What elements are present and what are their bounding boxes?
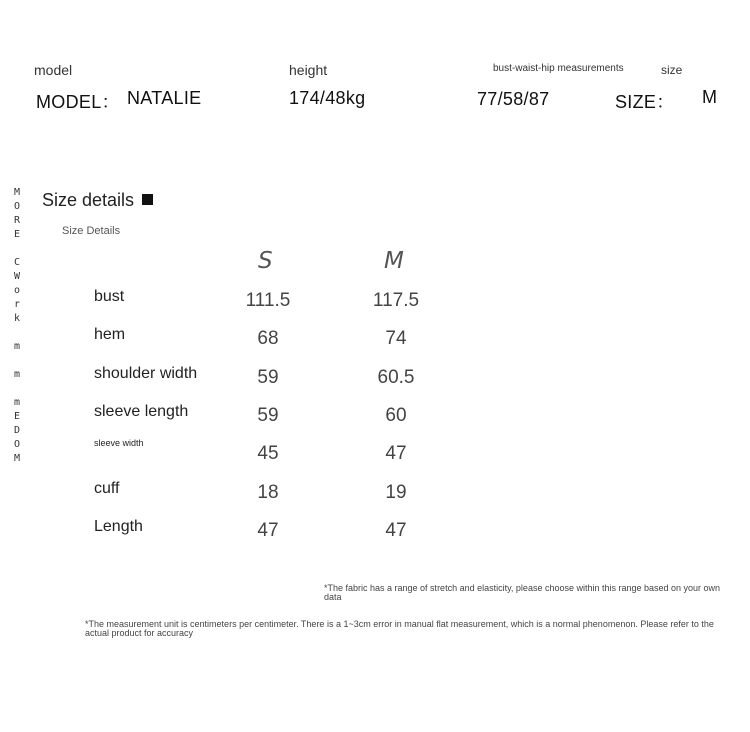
size-details-title-text: Size details xyxy=(42,190,135,210)
model-prefix: MODEL： xyxy=(36,92,120,112)
side-char: R xyxy=(13,215,21,226)
side-char xyxy=(10,354,24,368)
fabric-note: *The fabric has a range of stretch and elasticity, please choose within this range based on your own data xyxy=(324,583,721,602)
cell-length-s: 47 xyxy=(257,520,279,541)
cell-bust-m: 117.5 xyxy=(372,290,420,311)
size-label: size xyxy=(661,63,683,77)
row-label-cuff: cuff xyxy=(94,480,120,497)
side-char: D xyxy=(13,425,21,436)
side-char: M xyxy=(13,187,21,198)
cell-sleeve-width-s: 45 xyxy=(257,443,279,464)
model-name: NATALIE xyxy=(127,88,202,108)
cell-hem-m: 74 xyxy=(385,328,407,349)
height-value: 174/48kg xyxy=(289,88,366,108)
side-char: r xyxy=(13,299,21,310)
side-char: k xyxy=(13,313,21,324)
size-value: M xyxy=(702,87,718,107)
row-label-sleeve-length: sleeve length xyxy=(94,403,189,420)
cell-hem-s: 68 xyxy=(257,328,279,349)
side-char xyxy=(10,326,24,340)
side-char: m xyxy=(13,369,21,380)
side-char: o xyxy=(13,285,21,296)
row-label-shoulder-width: shoulder width xyxy=(94,365,198,382)
side-char: m xyxy=(13,397,21,408)
row-label-sleeve-width: sleeve width xyxy=(94,438,144,448)
cell-sleeve-length-m: 60 xyxy=(385,405,407,426)
side-char: C xyxy=(13,257,21,268)
height-label: height xyxy=(289,62,328,78)
side-char xyxy=(10,382,24,396)
cell-bust-s: 111.5 xyxy=(245,290,291,311)
bwh-label: bust-waist-hip measurements xyxy=(493,63,624,74)
cell-shoulder-width-s: 59 xyxy=(257,367,279,388)
cell-sleeve-width-m: 47 xyxy=(385,443,407,464)
side-char: E xyxy=(13,411,21,422)
side-char: O xyxy=(13,439,21,450)
cell-length-m: 47 xyxy=(385,520,407,541)
row-label-bust: bust xyxy=(94,288,125,305)
side-char: M xyxy=(13,453,21,464)
black-square-icon xyxy=(142,194,153,205)
size-details-title xyxy=(42,190,153,211)
row-label-length: Length xyxy=(94,518,143,535)
measurement-note: *The measurement unit is centimeters per centimeter. There is a 1~3cm error in manual flat measurement, which is a normal phenomenon. Please refer to the actual product for accuracy xyxy=(85,619,714,638)
cell-cuff-s: 18 xyxy=(257,482,279,503)
row-label-hem: hem xyxy=(94,326,126,343)
side-char xyxy=(10,242,24,256)
side-char: W xyxy=(13,271,21,282)
column-header-m: M xyxy=(384,248,404,274)
side-vertical-text xyxy=(10,186,24,466)
cell-cuff-m: 19 xyxy=(385,482,407,503)
cell-sleeve-length-s: 59 xyxy=(257,405,279,426)
bwh-value: 77/58/87 xyxy=(477,89,550,109)
side-char: E xyxy=(13,229,21,240)
size-details-subtitle: Size Details xyxy=(62,225,121,237)
side-char: m xyxy=(13,341,21,352)
cell-shoulder-width-m: 60.5 xyxy=(377,367,415,388)
size-prefix: SIZE： xyxy=(615,92,675,112)
side-char: O xyxy=(13,201,21,212)
column-header-s: S xyxy=(258,248,273,274)
model-label: model xyxy=(34,62,73,78)
